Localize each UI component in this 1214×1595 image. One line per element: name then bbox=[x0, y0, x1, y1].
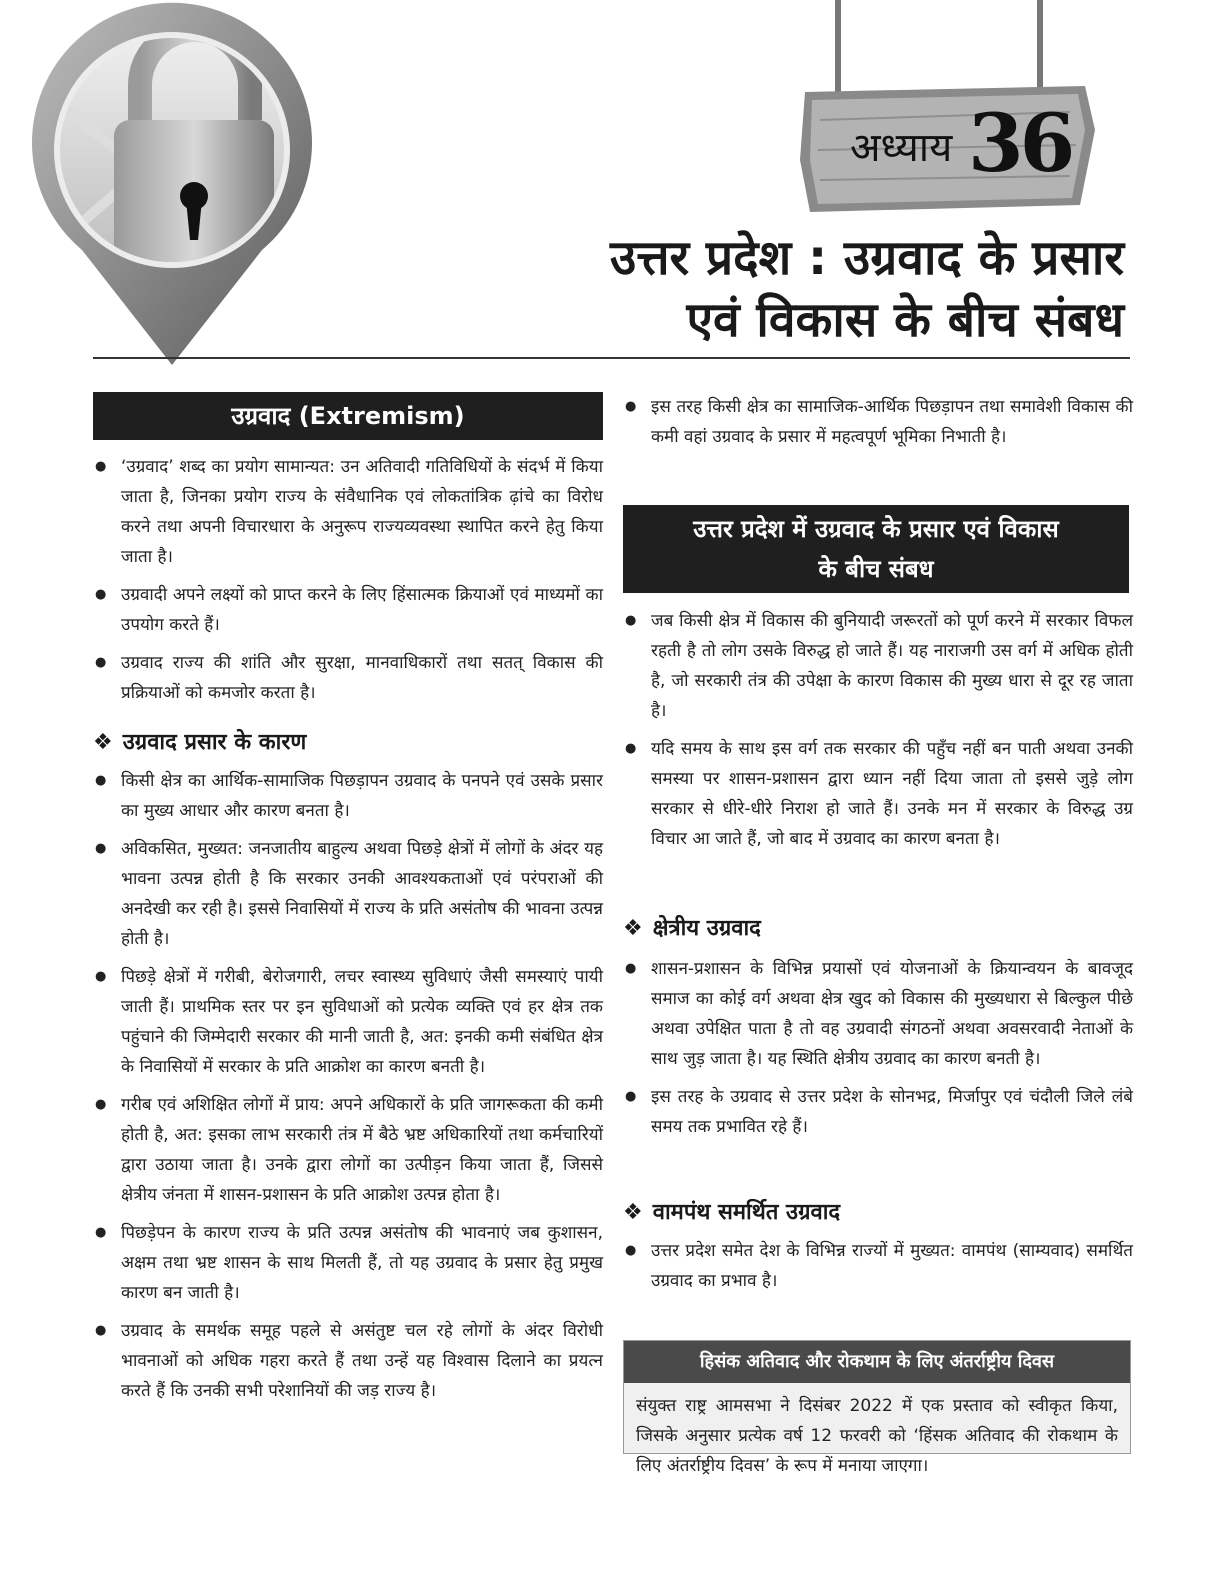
list-item: ● ‘उग्रवाद’ शब्द का प्रयोग सामान्यत: उन अतिवादी गतिविधियों के संदर्भ में किया जाता है, जिनका प्रयोग राज्य के संवैधानिक एवं लोकतांत्रिक ढ़ांचे का विरोध करने तथा अपनी विचारधारा के अनुरूप राज्यव्यवस्था स्थापित करने हेतु किया जाता है। bbox=[93, 452, 603, 572]
page-title-line2: एवं विकास के बीच संबध bbox=[686, 292, 1124, 348]
section-heading-up-relation-line2: के बीच संबध bbox=[818, 555, 934, 583]
list-item: ● किसी क्षेत्र का आर्थिक-सामाजिक पिछड़ापन उग्रवाद के पनपने एवं उसके प्रसार का मुख्य आधार और कारण बनता है। bbox=[93, 766, 603, 826]
list-item: ● जब किसी क्षेत्र में विकास की बुनियादी जरूरतों को पूर्ण करने में सरकार विफल रहती है तो लोग उसके विरुद्ध हो जाते हैं। यह नाराजगी उस वर्ग में अधिक होती है, जो सरकारी तंत्र की उपेक्षा के कारण विकास की मुख्य धारा से दूर रह जाता है। bbox=[623, 606, 1133, 726]
list-item: ● शासन-प्रशासन के विभिन्न प्रयासों एवं योजनाओं के क्रियान्वयन के बावजूद समाज का कोई वर्ग अथवा क्षेत्र खुद को विकास की मुख्यधारा से बिल्कुल पीछे अथवा उपेक्षित पाता है तो वह उग्रवादी संगठनों अथवा अवसरवादी नेताओं के साथ जुड़ जाता है। यह स्थिति क्षेत्रीय उग्रवाद का कारण बनती है। bbox=[623, 954, 1133, 1074]
padlock-icon bbox=[22, 0, 322, 370]
list-item: ● उग्रवाद के समर्थक समूह पहले से असंतुष्ट चल रहे लोगों के अंदर विरोधी भावनाओं को अधिक गहरा करते हैं तथा उन्हें यह विश्वास दिलाने का प्रयत्न करते हैं कि उनकी सभी परेशानियों की जड़ राज्य है। bbox=[93, 1316, 603, 1406]
section-heading-up-relation bbox=[623, 505, 1129, 593]
diamond-bullet-icon: ❖ bbox=[623, 1200, 643, 1225]
list-item: ● इस तरह के उग्रवाद से उत्तर प्रदेश के सोनभद्र, मिर्जापुर एवं चंदौली जिले लंबे समय तक प्रभावित रहे हैं। bbox=[623, 1082, 1133, 1142]
title-divider bbox=[93, 357, 1130, 359]
relation-list bbox=[623, 606, 1133, 862]
list-item: ● पिछड़े क्षेत्रों में गरीबी, बेरोजगारी, लचर स्वास्थ्य सुविधाएं जैसी समस्याएं पायी जाती हैं। प्राथमिक स्तर पर इन सुविधाओं को प्रत्येक व्यक्ति एवं हर क्षेत्र तक पहुंचाने की जिम्मेदारी सरकार की मानी जाती है, अत: इनकी कमी संबंधित क्षेत्र के निवासियों में सरकार के प्रति आक्रोश का कारण बनती है। bbox=[93, 962, 603, 1082]
section-heading-causes bbox=[93, 726, 306, 756]
info-box bbox=[623, 1340, 1131, 1476]
list-item: ● पिछड़ेपन के कारण राज्य के प्रति उत्पन्न असंतोष की भावनाएं जब कुशासन, अक्षम तथा भ्रष्ट शासन के साथ मिलती हैं, तो यह उग्रवाद के प्रसार हेतु प्रमुख कारण बन जाती है। bbox=[93, 1218, 603, 1308]
list-item: ● इस तरह किसी क्षेत्र का सामाजिक-आर्थिक पिछड़ापन तथा समावेशी विकास की कमी वहां उग्रवाद के प्रसार में महत्वपूर्ण भूमिका निभाती है। bbox=[623, 392, 1133, 452]
section-heading-regional bbox=[623, 912, 761, 942]
section-heading-extremism: उग्रवाद (Extremism) bbox=[93, 392, 603, 440]
section-heading-leftwing-text: वामपंथ समर्थित उग्रवाद bbox=[652, 1200, 841, 1225]
regional-list bbox=[623, 954, 1133, 1150]
leftwing-list bbox=[623, 1236, 1133, 1304]
intro-list bbox=[623, 392, 1133, 460]
diamond-bullet-icon: ❖ bbox=[623, 916, 643, 941]
list-item: ● अविकसित, मुख्यत: जनजातीय बाहुल्य अथवा पिछड़े क्षेत्रों में लोगों के अंदर यह भावना उत्पन्न होती है कि सरकार उनकी आवश्यकताओं एवं परंपराओं की अनदेखी कर रही है। इससे निवासियों में राज्य के प्रति असंतोष की भावना उत्पन्न होती है। bbox=[93, 834, 603, 954]
section-heading-leftwing bbox=[623, 1196, 840, 1226]
info-box-title: हिसंक अतिवाद और रोकथाम के लिए अंतर्राष्ट्रीय दिवस bbox=[624, 1341, 1130, 1383]
list-item: ● गरीब एवं अशिक्षित लोगों में प्राय: अपने अधिकारों के प्रति जागरूकता की कमी होती है, अत: इसका लाभ सरकारी तंत्र में बैठे भ्रष्ट अधिकारियों तथा कर्मचारियों द्वारा उठाया जाता है। उनके द्वारा लोगों का उत्पीड़न किया जाता हैं, जिससे क्षेत्रीय जंनता में शासन-प्रशासन के प्रति आक्रोश उत्पन्न होता है। bbox=[93, 1090, 603, 1210]
section-heading-causes-text: उग्रवाद प्रसार के कारण bbox=[122, 730, 307, 755]
info-box-text: संयुक्त राष्ट्र आमसभा ने दिसंबर 2022 में एक प्रस्ताव को स्वीकृत किया, जिसके अनुसार प्रत्येक वर्ष 12 फरवरी को ‘हिंसक अतिवाद की रोकथाम के लिए अंतर्राष्ट्रीय दिवस’ के रूप में मनाया जाएगा। bbox=[636, 1396, 1118, 1476]
section-heading-up-relation-line1: उत्तर प्रदेश में उग्रवाद के प्रसार एवं विकास bbox=[693, 515, 1059, 543]
list-item: ● यदि समय के साथ इस वर्ग तक सरकार की पहुँच नहीं बन पाती अथवा उनकी समस्या पर शासन-प्रशासन द्वारा ध्यान नहीं दिया जाता तो इससे जुड़े लोग सरकार से धीरे-धीरे निराश हो जाते हैं। उनके मन में सरकार के विरुद्ध उग्र विचार आ जाते हैं, जो बाद में उग्रवाद का कारण बनता है। bbox=[623, 734, 1133, 854]
chapter-number: 36 bbox=[968, 96, 1072, 190]
chapter-label: अध्याय bbox=[850, 125, 953, 171]
list-item: ● उग्रवादी अपने लक्ष्यों को प्राप्त करने के लिए हिंसात्मक क्रियाओं एवं माध्यमों का उपयोग करते हैं। bbox=[93, 580, 603, 640]
page-title-line1: उत्तर प्रदेश : उग्रवाद के प्रसार bbox=[610, 230, 1124, 286]
list-item: ● उग्रवाद राज्य की शांति और सुरक्षा, मानवाधिकारों तथा सतत् विकास की प्रक्रियाओं को कमजोर करता है। bbox=[93, 648, 603, 708]
extremism-list bbox=[93, 452, 603, 716]
section-heading-regional-text: क्षेत्रीय उग्रवाद bbox=[652, 916, 761, 941]
list-item: ● उत्तर प्रदेश समेत देश के विभिन्न राज्यों में मुख्यत: वामपंथ (साम्यवाद) समर्थित उग्रवाद का प्रभाव है। bbox=[623, 1236, 1133, 1296]
causes-list bbox=[93, 766, 603, 1414]
diamond-bullet-icon: ❖ bbox=[93, 730, 113, 755]
